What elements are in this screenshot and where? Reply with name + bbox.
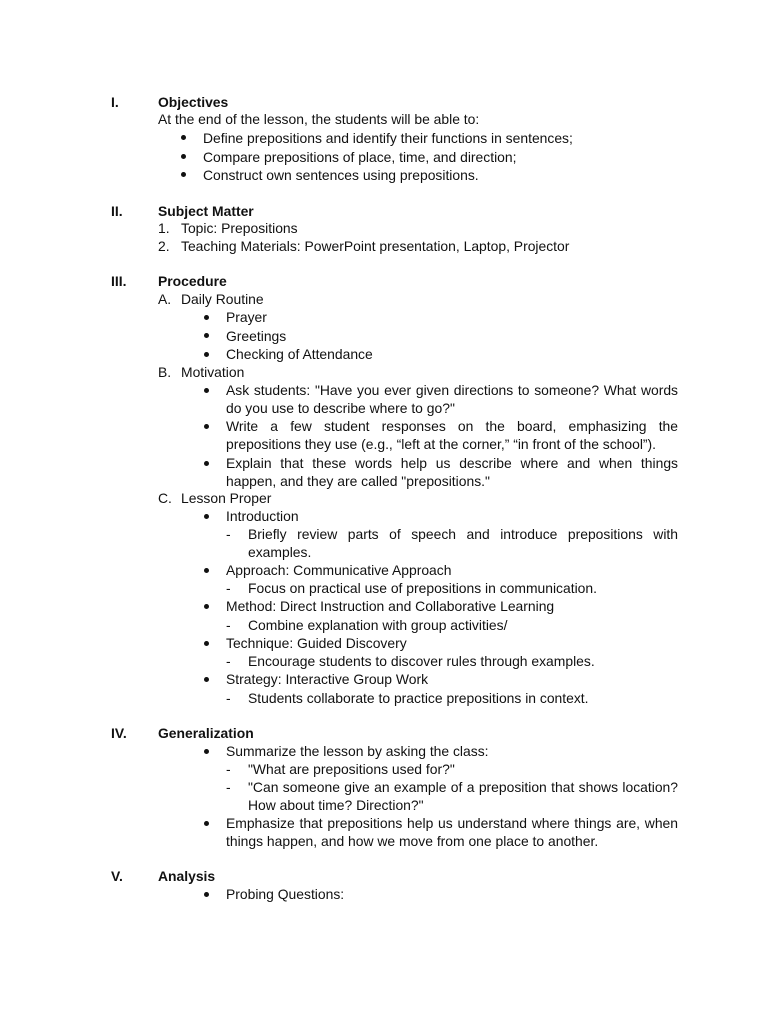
bullet-icon [204,892,209,897]
subject-item: Topic: Prepositions [181,220,298,236]
list-number: 2. [158,238,170,254]
bullet-icon [204,641,209,646]
routine-item: Checking of Attendance [226,346,373,362]
dash-marker: - [226,580,231,596]
dash-marker: - [226,653,231,669]
bullet-icon [204,388,209,393]
lesson-item: Method: Direct Instruction and Collaborative Learning [226,598,555,614]
dash-marker: - [226,617,231,633]
section-1-numeral: I. [111,94,119,110]
lesson-item: Technique: Guided Discovery [226,635,407,651]
lesson-item: Approach: Communicative Approach [226,562,452,578]
dash-marker: - [226,779,231,795]
dash-marker: - [226,526,231,542]
generalization-subitem: "Can someone give an example of a preposition that shows location? How about time? Direction?" [248,779,678,813]
bullet-icon [204,424,209,429]
section-5-title: Analysis [158,868,216,884]
subsection-title: Motivation [181,364,245,380]
generalization-item: Summarize the lesson by asking the class: [226,743,489,759]
subsection-letter: C. [158,490,172,506]
section-1-title: Objectives [158,94,229,110]
objectives-intro: At the end of the lesson, the students will be able to: [158,111,480,127]
list-number: 1. [158,220,170,236]
bullet-icon [204,821,209,826]
routine-item: Prayer [226,309,267,325]
subsection-letter: B. [158,364,172,380]
generalization-subitem: "What are prepositions used for?" [248,761,455,777]
generalization-item: Emphasize that prepositions help us understand where things are, when things happen, and how we move from one place to another. [226,815,678,849]
lesson-item: Introduction [226,508,299,524]
lesson-subitem: Briefly review parts of speech and introduce prepositions with examples. [248,526,678,560]
subsection-title: Daily Routine [181,291,264,307]
lesson-item: Strategy: Interactive Group Work [226,671,429,687]
dash-marker: - [226,761,231,777]
bullet-icon [204,514,209,519]
bullet-icon [204,677,209,682]
section-2-numeral: II. [111,203,123,219]
section-3-title: Procedure [158,273,227,289]
bullet-icon [181,154,186,159]
subsection-title: Lesson Proper [181,490,272,506]
dash-marker: - [226,690,231,706]
bullet-icon [204,333,209,338]
lesson-subitem: Students collaborate to practice prepositions in context. [248,690,589,706]
lesson-subitem: Encourage students to discover rules through examples. [248,653,595,669]
lesson-subitem: Focus on practical use of prepositions in communication. [248,580,597,596]
section-3-numeral: III. [111,273,127,289]
routine-item: Greetings [226,328,287,344]
section-2-title: Subject Matter [158,203,254,219]
section-5-numeral: V. [111,868,123,884]
objective-item: Compare prepositions of place, time, and direction; [203,149,517,165]
bullet-icon [204,352,209,357]
motivation-item: Write a few student responses on the board, emphasizing the prepositions they use (e.g., “left at the corner,” “in front of the school”). [226,418,678,452]
section-4-numeral: IV. [111,725,127,741]
bullet-icon [204,461,209,466]
bullet-icon [181,135,186,140]
motivation-item: Explain that these words help us describe where and when things happen, and they are called "prepositions." [226,455,678,489]
motivation-item: Ask students: "Have you ever given directions to someone? What words do you use to describe where to go?" [226,382,678,416]
section-4-title: Generalization [158,725,254,741]
subject-item: Teaching Materials: PowerPoint presentation, Laptop, Projector [181,238,570,254]
analysis-item: Probing Questions: [226,886,345,902]
bullet-icon [204,749,209,754]
bullet-icon [181,172,186,177]
subsection-letter: A. [158,291,172,307]
objective-item: Define prepositions and identify their functions in sentences; [203,130,573,146]
lesson-subitem: Combine explanation with group activities/ [248,617,508,633]
bullet-icon [204,315,209,320]
bullet-icon [204,568,209,573]
bullet-icon [204,604,209,609]
objective-item: Construct own sentences using prepositions. [203,167,479,183]
